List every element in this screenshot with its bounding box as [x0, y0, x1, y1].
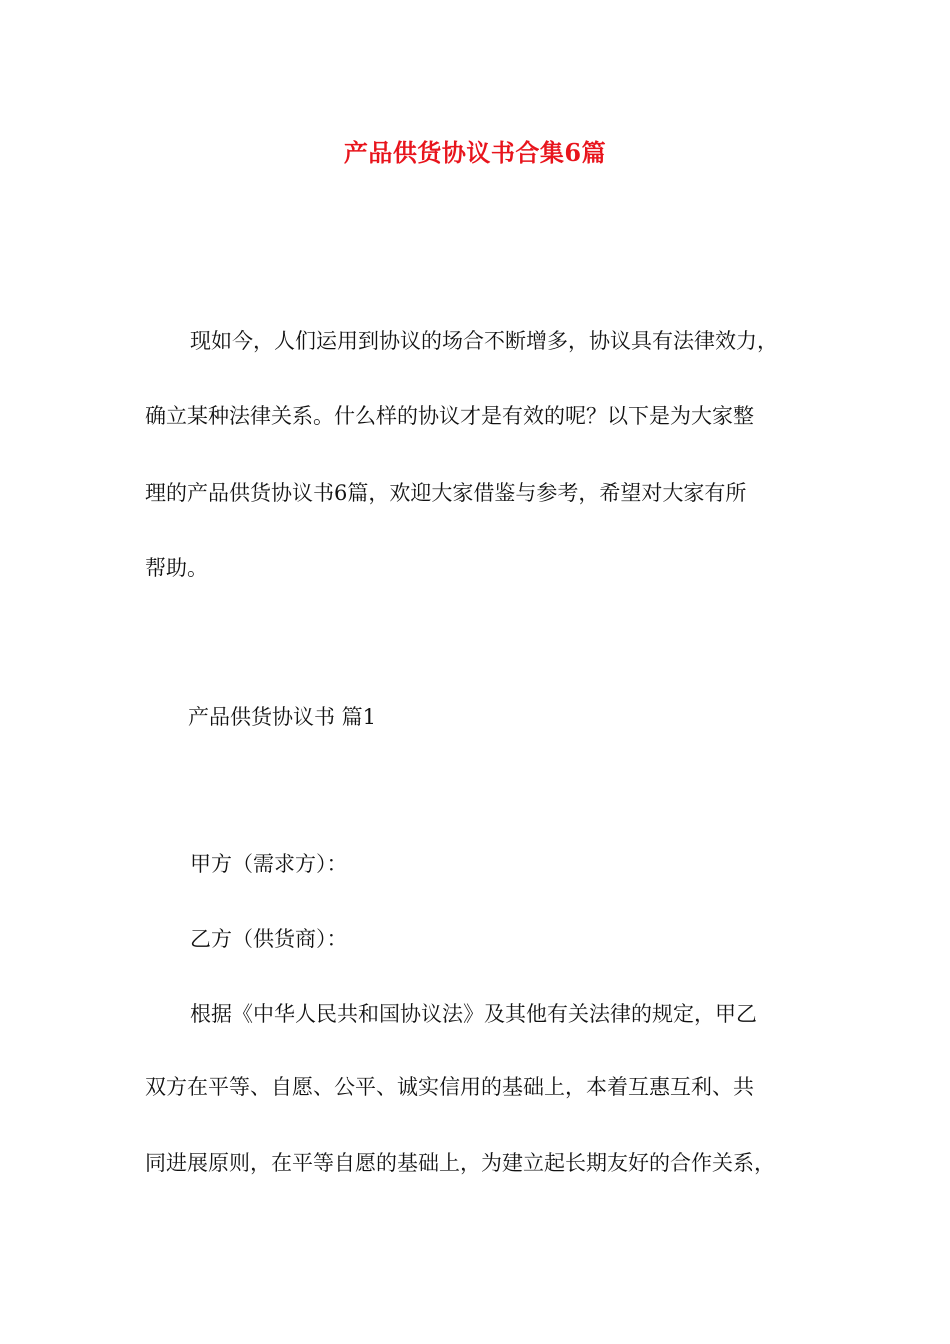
- section-heading: 产品供货协议书 篇1: [188, 705, 377, 729]
- body-line-1: 根据《中华人民共和国协议法》及其他有关法律的规定，甲乙: [190, 1002, 757, 1026]
- intro-line-2: 确立某种法律关系。什么样的协议才是有效的呢？以下是为大家整: [145, 404, 754, 428]
- party-b-label: 乙方（供货商）：: [190, 927, 348, 951]
- body-line-3: 同进展原则，在平等自愿的基础上，为建立起长期友好的合作关系，: [145, 1151, 775, 1175]
- intro-line-1: 现如今，人们运用到协议的场合不断增多，协议具有法律效力，: [190, 329, 778, 353]
- party-a-label: 甲方（需求方）：: [190, 852, 348, 876]
- intro-line-4: 帮助。: [145, 556, 208, 580]
- document-title: 产品供货协议书合集6篇: [343, 138, 607, 167]
- body-line-2: 双方在平等、自愿、公平、诚实信用的基础上，本着互惠互利、共: [145, 1075, 754, 1099]
- intro-line-3: 理的产品供货协议书6篇，欢迎大家借鉴与参考，希望对大家有所: [145, 481, 747, 505]
